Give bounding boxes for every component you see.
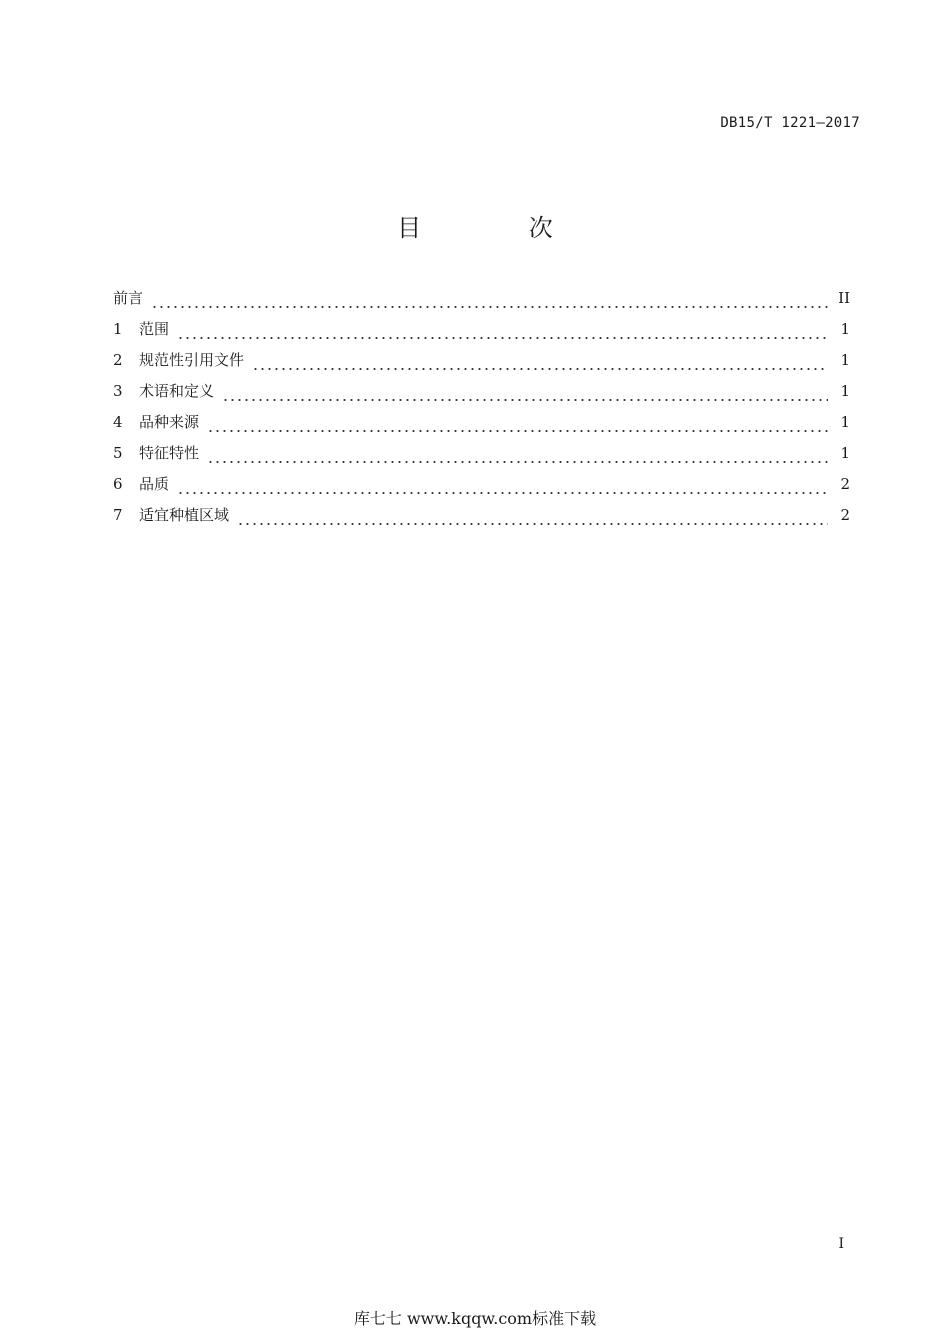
toc-dot-leader (237, 522, 828, 526)
toc-entry-page: 2 (840, 475, 850, 493)
document-code: DB15/T 1221—2017 (720, 115, 860, 131)
toc-dot-leader (151, 305, 828, 309)
toc-dot-leader (207, 429, 828, 433)
page-number: I (838, 1236, 844, 1252)
toc-entry-scope[interactable] (113, 318, 850, 349)
toc-entry-label: 适宜种植区域 (139, 506, 230, 524)
toc-entry-label: 特征特性 (139, 444, 200, 462)
toc-entry-page: 1 (840, 444, 850, 462)
toc-title: 目 次 (397, 214, 603, 242)
toc-entry-label: 品种来源 (139, 413, 200, 431)
toc-entry-number: 1 (113, 320, 123, 338)
toc-dot-leader (222, 398, 828, 402)
toc-entry-number: 6 (113, 475, 123, 493)
toc-entry-label: 前言 (113, 289, 144, 307)
toc-entry-foreword[interactable] (113, 287, 850, 318)
toc-entry-quality[interactable] (113, 473, 850, 504)
table-of-contents (113, 287, 850, 535)
toc-entry-variety-origin[interactable] (113, 411, 850, 442)
toc-entry-characteristics[interactable] (113, 442, 850, 473)
toc-entry-number: 4 (113, 413, 123, 431)
toc-entry-page: 1 (840, 320, 850, 338)
toc-dot-leader (177, 336, 828, 340)
toc-entry-number: 5 (113, 444, 123, 462)
toc-entry-normative-references[interactable] (113, 349, 850, 380)
toc-entry-number: 2 (113, 351, 123, 369)
toc-entry-terms-definitions[interactable] (113, 380, 850, 411)
toc-entry-page: II (838, 289, 850, 307)
toc-dot-leader (177, 491, 828, 495)
toc-entry-label: 术语和定义 (139, 382, 215, 400)
toc-entry-suitable-planting-area[interactable] (113, 504, 850, 535)
toc-entry-label: 品质 (139, 475, 170, 493)
toc-entry-label: 范围 (139, 320, 170, 338)
toc-entry-page: 2 (840, 506, 850, 524)
footer-watermark-text: 库七七 www.kqqw.com标准下载 (353, 1309, 597, 1328)
toc-dot-leader (207, 460, 828, 464)
toc-entry-number: 7 (113, 506, 123, 524)
toc-entry-label: 规范性引用文件 (139, 351, 245, 369)
toc-entry-page: 1 (840, 413, 850, 431)
toc-entry-number: 3 (113, 382, 123, 400)
toc-entry-page: 1 (840, 382, 850, 400)
toc-dot-leader (252, 367, 828, 371)
toc-entry-page: 1 (840, 351, 850, 369)
